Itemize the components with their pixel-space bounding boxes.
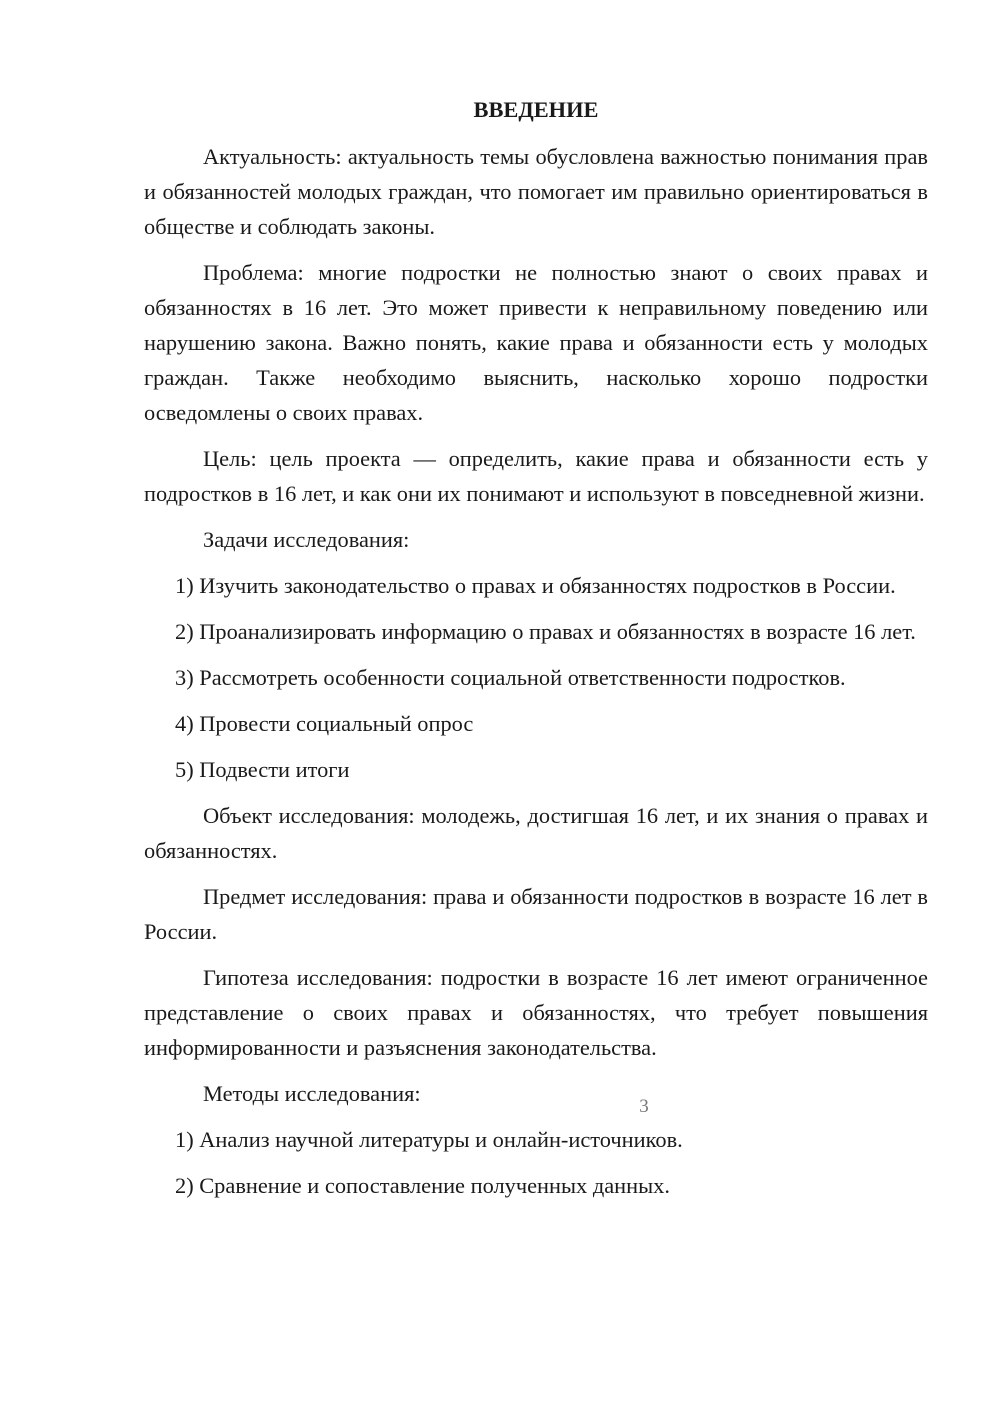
task-item: 5) Подвести итоги [175,757,350,782]
page-number: 3 [639,1096,649,1117]
task-item: 3) Рассмотреть особенности социальной ответственности подростков. [175,665,846,690]
task-item: 1) Изучить законодательство о правах и обязанностях подростков в России. [175,573,896,598]
subject-paragraph: Предмет исследования: права и обязанности подростков в возрасте 16 лет в России. [144,884,928,944]
task-item: 4) Провести социальный опрос [175,711,474,736]
methods-label: Методы исследования: [203,1081,421,1106]
goal-paragraph: Цель: цель проекта — определить, какие права и обязанности есть у подростков в 16 лет, и как они их понимают и используют в повседневной жизни. [144,446,928,506]
problem-paragraph: Проблема: многие подростки не полностью знают о своих правах и обязанностях в 16 лет. Это может привести к неправильному поведению или нарушению закона. Важно понять, какие права и обязанности есть у молодых граждан. Также необходимо выяснить, насколько хорошо подростки осведомлены о своих правах. [144,260,928,425]
relevance-paragraph: Актуальность: актуальность темы обусловлена важностью понимания прав и обязанностей молодых граждан, что помогает им правильно ориентироваться в обществе и соблюдать законы. [144,144,928,239]
tasks-label: Задачи исследования: [203,527,410,552]
method-item: 1) Анализ научной литературы и онлайн-источников. [175,1127,683,1152]
task-item: 2) Проанализировать информацию о правах и обязанностях в возрасте 16 лет. [175,619,916,644]
page-body [144,92,928,1214]
hypothesis-paragraph: Гипотеза исследования: подростки в возрасте 16 лет имеют ограниченное представление о своих правах и обязанностях, что требует повышения информированности и разъяснения законодательства. [144,965,928,1060]
method-item: 2) Сравнение и сопоставление полученных данных. [175,1173,670,1198]
object-paragraph: Объект исследования: молодежь, достигшая 16 лет, и их знания о правах и обязанностях. [144,803,928,863]
section-title: ВВЕДЕНИЕ [473,97,599,122]
